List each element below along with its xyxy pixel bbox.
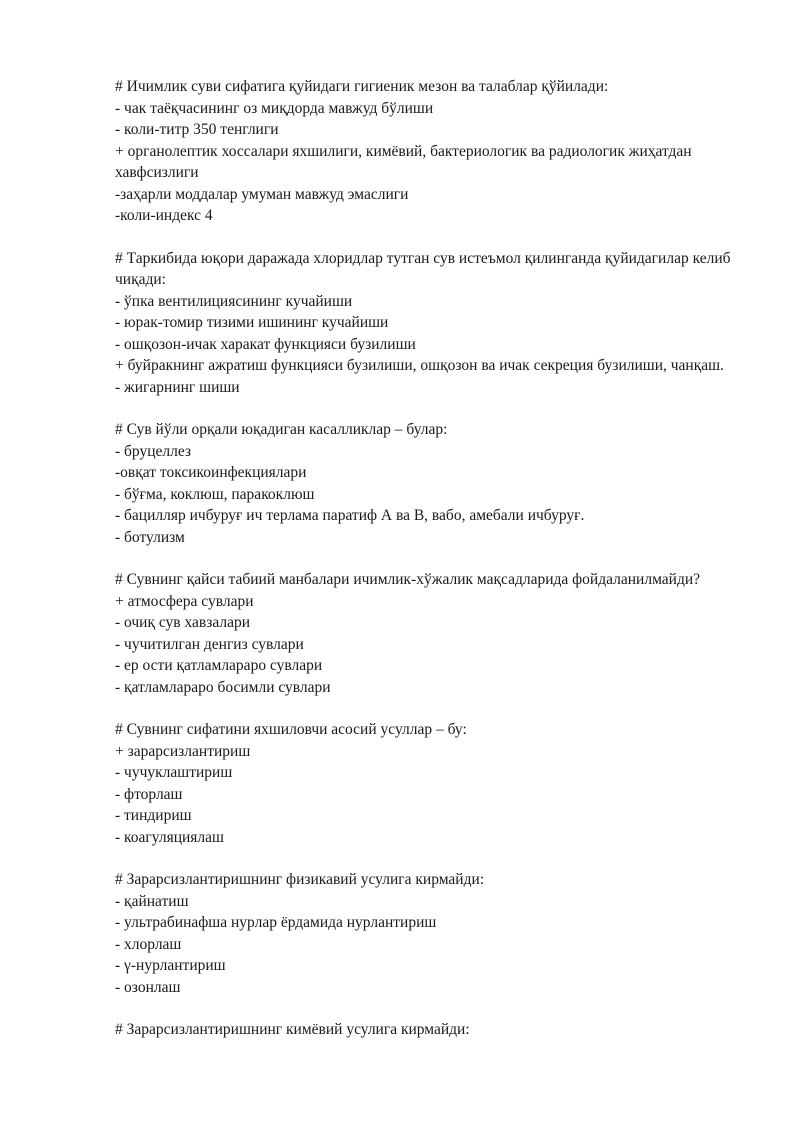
answer-option: - бацилляр ичбуруғ ич терлама паратиф А ва В, вабо, амебали ичбуруғ. (115, 507, 585, 524)
question-text: # Ичимлик суви сифатига қуйидаги гигиеник мезон ва талаблар қўйилади: (115, 78, 609, 95)
answer-option: - коли-титр 350 тенглиги (115, 121, 279, 138)
answer-option: -заҳарли моддалар умуман мавжуд эмаслиги (115, 185, 409, 203)
question-block (115, 419, 740, 548)
answer-option: - қатламлараро босимли сувлари (115, 678, 331, 696)
question-block (115, 719, 740, 848)
answer-option: - очиқ сув хавзалари (115, 614, 251, 631)
answer-option: - қайнатиш (115, 892, 189, 910)
answer-option: -коли-индекс 4 (115, 207, 213, 224)
answer-option: - ошқозон-ичак харакат функцияси бузилиши (115, 335, 416, 353)
answer-option: - бруцеллез (115, 442, 192, 460)
answer-option: - чучуклаштириш (115, 764, 233, 781)
answer-option: + буйракнинг ажратиш функцияси бузилиши, ошқозон ва ичак секреция бузилиши, чанқаш. (115, 357, 724, 374)
question-block (115, 1019, 740, 1041)
answer-option: - ультрабинафша нурлар ёрдамида нурлантириш (115, 914, 437, 931)
document-body (115, 76, 740, 1041)
answer-option: - бўғма, коклюш, паракоклюш (115, 485, 315, 503)
answer-option: - коагуляциялаш (115, 828, 224, 846)
answer-option: - ер ости қатламлараро сувлари (115, 657, 323, 674)
answer-option: - γ-нурлантириш (115, 957, 226, 974)
question-block (115, 869, 740, 998)
answer-option: + зарарсизлантириш (115, 742, 251, 760)
answer-option: + органолептик хоссалари яхшилиги, кимёвий, бактериологик ва радиологик жиҳатдан хавфсизлиги (115, 142, 692, 181)
answer-option: - чак таёқчасининг оз миқдорда мавжуд бўлиши (115, 99, 434, 117)
question-block (115, 76, 740, 227)
question-text: # Сув йўли орқали юқадиган касалликлар – булар: (115, 421, 448, 438)
answer-option: - хлорлаш (115, 935, 182, 953)
question-block (115, 248, 740, 399)
answer-option: - фторлаш (115, 785, 183, 803)
answer-option: - тиндириш (115, 807, 192, 824)
answer-option: - жигарнинг шиши (115, 378, 240, 396)
answer-option: - чучитилган денгиз сувлари (115, 635, 304, 653)
answer-option: -овқат токсикоинфекциялари (115, 464, 307, 481)
question-text: # Сувнинг қайси табиий манбалари ичимлик-хўжалик мақсадларида фойдаланилмайди? (115, 571, 701, 588)
question-block (115, 569, 740, 698)
question-text: # Зарарсизлантиришнинг кимёвий усулига кирмайди: (115, 1021, 470, 1038)
answer-option: + атмосфера сувлари (115, 592, 254, 610)
question-text: # Сувнинг сифатини яхшиловчи асосий усуллар – бу: (115, 721, 467, 738)
answer-option: - ўпка вентилициясининг кучайиши (115, 292, 353, 310)
answer-option: - озонлаш (115, 978, 181, 996)
question-text: # Таркибида юқори даражада хлоридлар тутган сув истеъмол қилинганда қуйидагилар келиб чиқади: (115, 249, 731, 288)
question-text: # Зарарсизлантиришнинг физикавий усулига кирмайди: (115, 871, 485, 888)
answer-option: - ботулизм (115, 528, 185, 546)
answer-option: - юрак-томир тизими ишининг кучайиши (115, 314, 389, 331)
